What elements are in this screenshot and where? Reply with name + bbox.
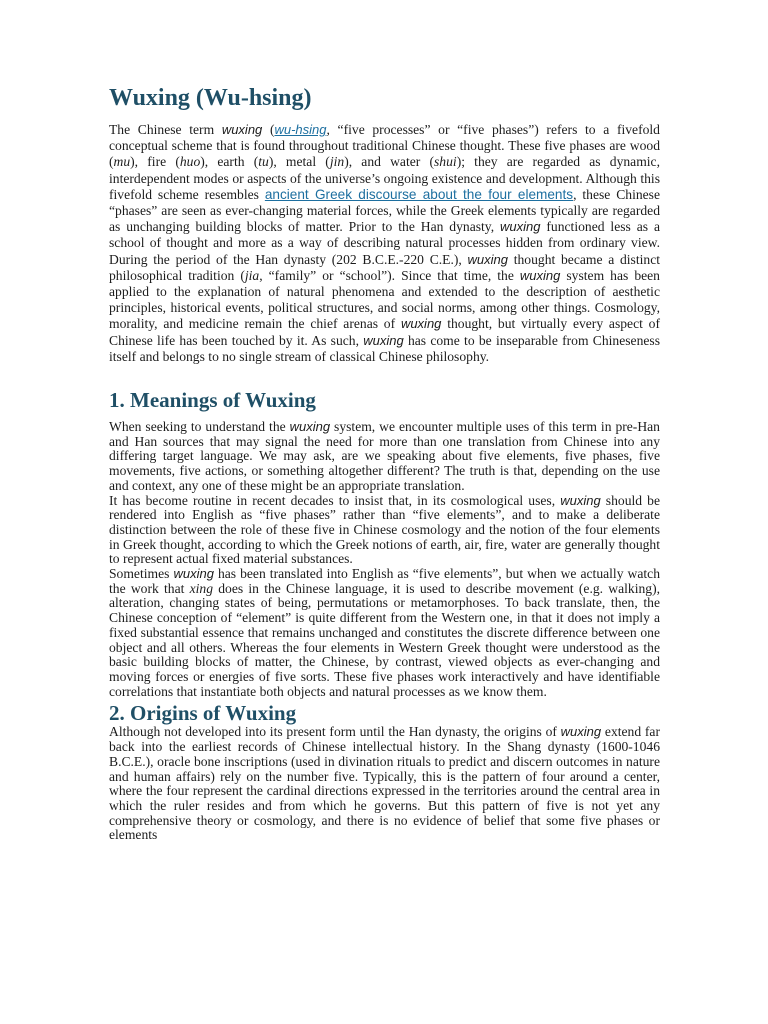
meanings-paragraph-3: [109, 567, 660, 699]
meanings-paragraph-2: [109, 494, 660, 568]
term-wuxing: wuxing: [289, 419, 331, 435]
text: Sometimes: [109, 566, 174, 582]
text: ), earth (: [200, 154, 259, 170]
term-jia: jia: [244, 267, 260, 283]
section-heading-meanings: 1. Meanings of Wuxing: [109, 388, 316, 413]
text: extend far back into the earliest records of Chinese intellectual history. In the Shang dynasty (1600-1046 B.C.E.), oracle bone inscriptions (used in divination rituals to predict and discern outcomes in nature and human affairs) rely on the number five. Typically, this is the pattern of four around a center, where the four represent the cardinal directions expressed in the territories around the central area in which the ruler resides and from which he governs. But this pattern of five is not yet any comprehensive theory or cosmology, and there is no evidence of belief that some five phases or elements: [109, 724, 660, 843]
intro-paragraph: [109, 122, 660, 365]
section-origins-body: [109, 725, 660, 843]
text: thought became a distinct philosophical tradition (: [109, 251, 660, 283]
term-wuxing: wuxing: [467, 251, 508, 267]
text: ), and water (: [344, 154, 435, 170]
text: , “five processes” or “five phases”) refers to a fivefold conceptual scheme that is found throughout traditional Chinese thought. These five phases are wood (: [109, 122, 660, 170]
text: ); they are regarded as dynamic, interdependent modes or aspects of the universe’s ongoing existence and development. Although this fivefold scheme resembles: [109, 154, 660, 202]
text: ), metal (: [268, 154, 330, 170]
section-meanings-body: [109, 420, 660, 699]
text: It has become routine in recent decades to insist that, in its cosmological uses,: [109, 492, 561, 508]
text: should be rendered into English as “five phases” rather than “five elements”, and to make a deliberate distinction between the role of these five in Chinese cosmology and the notion of the four elements in Greek thought, according to which the Greek notions of earth, air, fire, water are generally thought to represent actual fixed material substances.: [109, 492, 660, 567]
text: system has been applied to the explanation of natural phenomena and extended to the description of aesthetic principles, historical events, political structures, and social norms, among other things. Cosmology, morality, and medicine remain the chief arenas of: [109, 267, 660, 332]
term-wuxing: wuxing: [363, 332, 404, 348]
term-mu: mu: [113, 154, 131, 170]
term-tu: tu: [258, 154, 269, 170]
term-jin: jin: [329, 154, 345, 170]
origins-paragraph-1: [109, 725, 660, 843]
term-shui: shui: [434, 154, 457, 170]
greek-elements-link[interactable]: ancient Greek discourse about the four elements: [264, 186, 574, 202]
term-huo: huo: [179, 154, 201, 170]
text: , “family” or “school”). Since that time, the: [259, 267, 520, 283]
text: system, we encounter multiple uses of this term in pre-Han and Han sources that may signal the need for more than one translation from Chinese into any differing target language. We may ask, are we speaking about five elements, five phases, five movements, five actions, or something altogether different? The truth is that, depending on the use and context, any one of these might be an appropriate translation.: [109, 419, 660, 493]
text: Although not developed into its present form until the Han dynasty, the origins of: [109, 724, 561, 740]
text: has been translated into English as “five elements”, but when we actually watch the work that: [109, 566, 660, 596]
meanings-paragraph-1: [109, 420, 660, 494]
term-wuxing: wuxing: [500, 219, 541, 235]
text: ), fire (: [130, 154, 180, 170]
term-wuxing: wuxing: [560, 492, 601, 508]
wu-hsing-link[interactable]: wu-hsing: [274, 122, 327, 137]
text: (: [262, 122, 275, 137]
page-title: Wuxing (Wu-hsing): [109, 85, 312, 111]
term-wuxing: wuxing: [221, 122, 263, 137]
text: When seeking to understand the: [109, 419, 290, 435]
term-wuxing: wuxing: [519, 267, 561, 283]
text: functioned less as a school of thought and more as a way of describing natural processes hidden from ordinary view. During the period of the Han dynasty (202 B.C.E.-220 C.E.),: [109, 219, 660, 267]
text: has come to be inseparable from Chineseness itself and belongs to no single stream of classical Chinese philosophy.: [109, 332, 660, 364]
term-wuxing: wuxing: [173, 566, 214, 582]
text: does in the Chinese language, it is used to describe movement (e.g. walking), alteration, changing states of being, permutations or metamorphoses. To back translate, then, the Chinese conception of “element” is quite different from the Western one, in that it does not imply a fixed substantial essence that remains unchanged and constitutes the discrete difference between one object and all others. Whereas the four elements in Western Greek thought were understood as the basic building blocks of matter, the Chinese, by contrast, viewed objects as ever-changing and moving forces or energies of five sorts. These five phases work interactively and have identifiable correlations that instantiate both objects and natural processes as we know them.: [109, 580, 661, 699]
section-heading-origins: 2. Origins of Wuxing: [109, 701, 297, 726]
term-wuxing: wuxing: [400, 316, 442, 332]
text: The Chinese term: [109, 122, 222, 137]
term-wuxing: wuxing: [560, 724, 602, 740]
term-xing: xing: [189, 580, 214, 596]
text: thought, but virtually every aspect of Chinese life has been touched by it. As such,: [109, 316, 661, 348]
text: , these Chinese “phases” are seen as ever-changing material forces, while the Greek elements typically are regarded as unchanging building blocks of matter. Prior to the Han dynasty,: [109, 186, 661, 235]
